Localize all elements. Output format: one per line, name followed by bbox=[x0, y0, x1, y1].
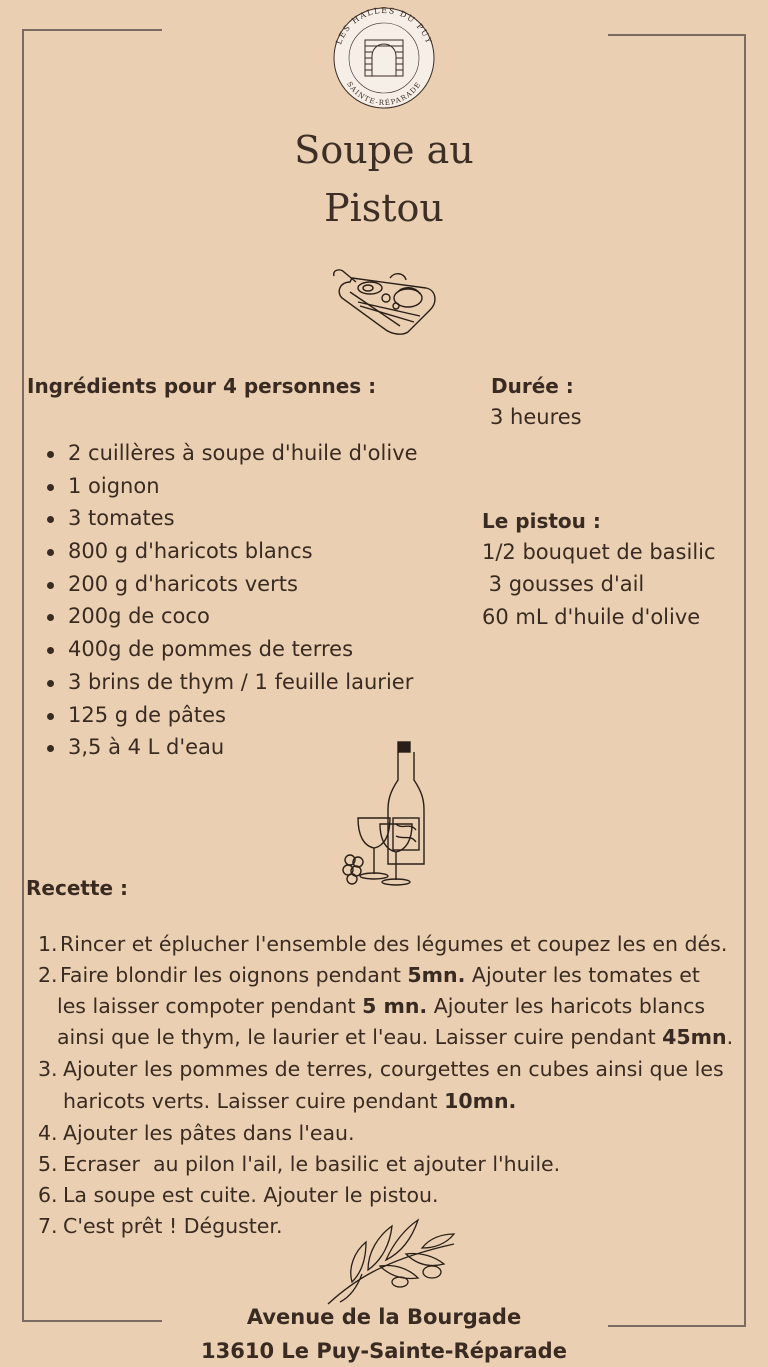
recipe-step-2-line-3: ainsi que le thym, le laurier et l'eau. Laisser cuire pendant 45mn. bbox=[57, 1025, 734, 1049]
frame-top-right bbox=[608, 34, 746, 36]
recipe-step-5: Ecraser au pilon l'ail, le basilic et ajouter l'huile. bbox=[63, 1152, 561, 1176]
duration-value: 3 heures bbox=[490, 405, 582, 429]
list-item: 3,5 à 4 L d'eau bbox=[38, 731, 418, 764]
step-number: 4. bbox=[38, 1121, 58, 1145]
step-number: 3. bbox=[38, 1057, 58, 1081]
footer-address-street: Avenue de la Bourgade bbox=[246, 1305, 522, 1329]
recipe-step-4: Ajouter les pâtes dans l'eau. bbox=[63, 1121, 355, 1145]
list-item: 2 cuillères à soupe d'huile d'olive bbox=[38, 437, 418, 470]
olive-branch-icon bbox=[322, 1212, 462, 1308]
list-item: 200 g d'haricots verts bbox=[38, 568, 418, 601]
step-number: 2. bbox=[38, 963, 58, 987]
recipe-step-6: La soupe est cuite. Ajouter le pistou. bbox=[63, 1183, 439, 1207]
step-number: 7. bbox=[38, 1214, 58, 1238]
logo-arc-top: LES HALLES DU PUY bbox=[334, 5, 434, 46]
duration-heading: Durée : bbox=[491, 374, 574, 398]
pistou-item: 3 gousses d'ail bbox=[482, 572, 645, 596]
halles-logo bbox=[325, 0, 443, 110]
list-item: 1 oignon bbox=[38, 470, 418, 503]
ingredients-heading: Ingrédients pour 4 personnes : bbox=[27, 374, 377, 398]
ingredients-list bbox=[38, 437, 418, 764]
pistou-heading: Le pistou : bbox=[482, 509, 601, 533]
recipe-step-7: C'est prêt ! Déguster. bbox=[63, 1214, 283, 1238]
step-number: 5. bbox=[38, 1152, 58, 1176]
recipe-step-2-line-2: les laisser compoter pendant 5 mn. Ajouter les haricots blancs bbox=[57, 994, 706, 1018]
list-item: 400g de pommes de terres bbox=[38, 633, 418, 666]
pistou-item: 1/2 bouquet de basilic bbox=[482, 540, 716, 564]
list-item: 3 brins de thym / 1 feuille laurier bbox=[38, 666, 418, 699]
list-item: 800 g d'haricots blancs bbox=[38, 535, 418, 568]
step-number: 1. bbox=[38, 932, 58, 956]
list-item: 200g de coco bbox=[38, 600, 418, 633]
pistou-item: 60 mL d'huile d'olive bbox=[482, 605, 701, 629]
list-item: 3 tomates bbox=[38, 502, 418, 535]
frame-top-left bbox=[22, 29, 162, 31]
title-line-2: Pistou bbox=[324, 186, 444, 230]
title-line-1: Soupe au bbox=[294, 128, 474, 172]
recipe-step-2-line-1: Faire blondir les oignons pendant 5mn. Ajouter les tomates et bbox=[60, 963, 700, 987]
logo-arc-bottom: SAINTE-RÉPARADE bbox=[345, 80, 423, 108]
recipe-step-3-line-2: haricots verts. Laisser cuire pendant 10mn. bbox=[63, 1089, 517, 1113]
recipe-step-3-line-1: Ajouter les pommes de terres, courgettes en cubes ainsi que les bbox=[63, 1057, 724, 1081]
footer-address-city: 13610 Le Puy-Sainte-Réparade bbox=[201, 1339, 567, 1363]
recipe-step-1: Rincer et éplucher l'ensemble des légumes et coupez les en dés. bbox=[60, 932, 728, 956]
list-item: 125 g de pâtes bbox=[38, 699, 418, 732]
recipe-heading: Recette : bbox=[26, 876, 129, 900]
step-number: 6. bbox=[38, 1183, 58, 1207]
wine-bottle-icon bbox=[340, 740, 432, 888]
cutting-board-icon bbox=[330, 262, 440, 337]
